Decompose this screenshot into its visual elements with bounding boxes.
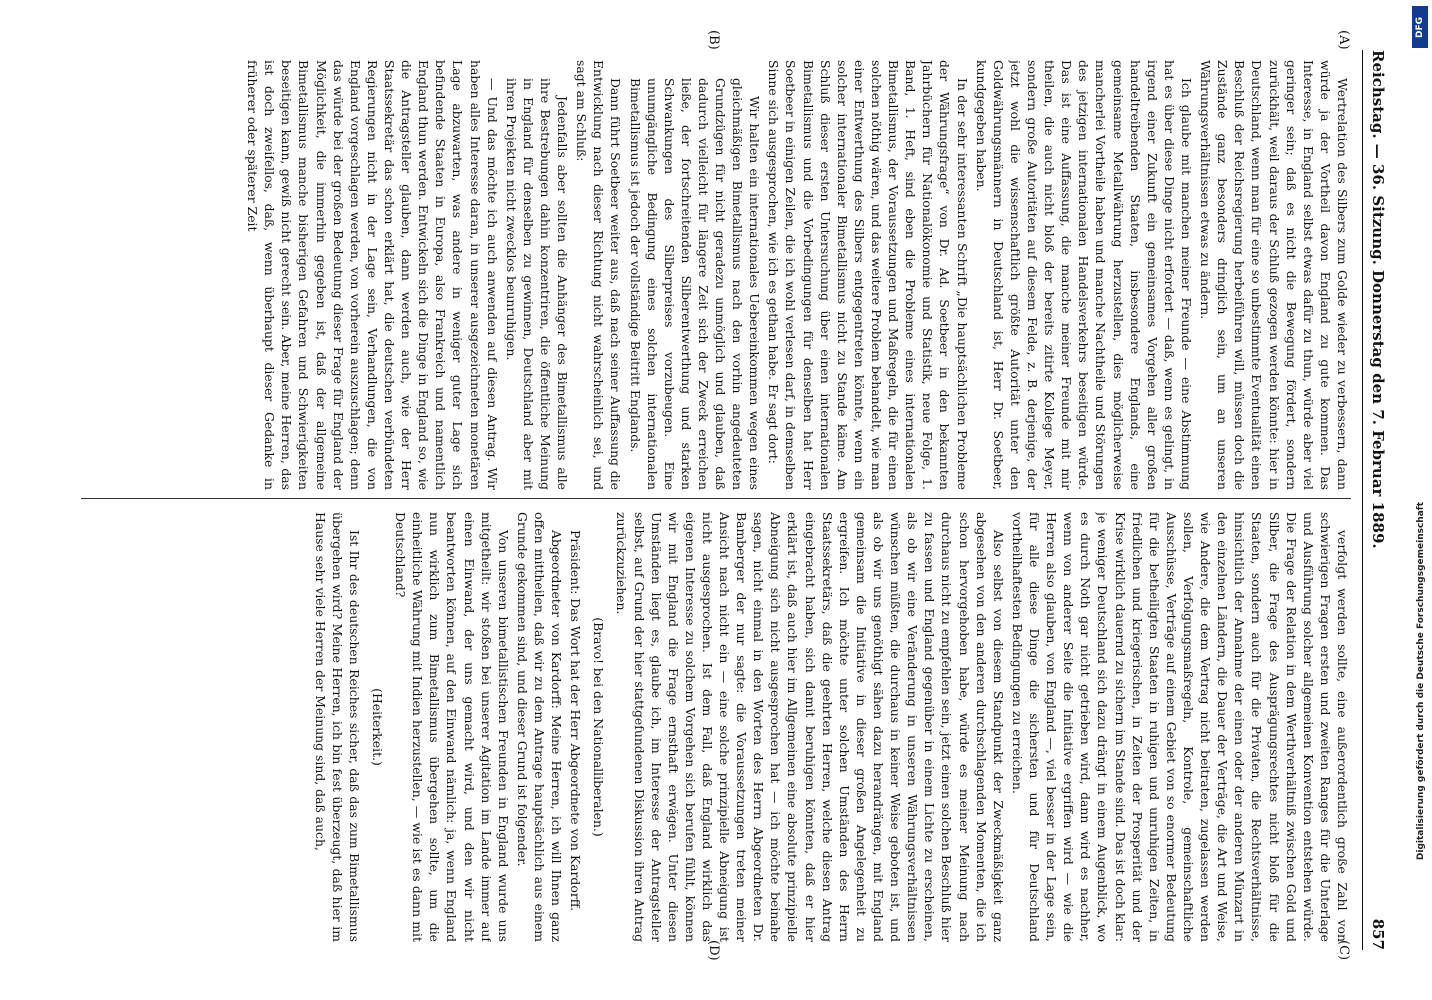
speaker-paragraph: Präsident: Das Wort hat der Herr Abgeordnete von Kardorff. [568,530,584,912]
paragraph: verfolgt werden sollte, eine außerordentlich große Zahl von schwierigen Fragen ersten und zweiten Ranges für die Unterlage und Ausführung solcher allgemeinen Konvention entstehen würde. Die Frage der Relation in dem Werthverhältniß zwischen Gold und Silber, die Frage des Ausprägungsrechtes nicht bloß für die Staaten, sondern auch für die Privaten, die Rechtsverhältnisse, hinsichtlich der Annahme der einen oder der anderen Münzart in den einzelnen Ländern, die Dauer der Verträge, die Art und Weise, wie Andere, die dem Vertrag nicht beitraten, zugelassen werden sollen, Verfolgungsmaßregeln, Kontrole, gemeinschaftliche Ausschüsse, Verträge auf einem Gebiet von so enormer Bedeutung für die betheiligten Staaten in ruhigen und unruhigen Zeiten, in friedlichen und kriegerischen, in Zeiten der Prosperität und der Krise wirklich dauernd zu sichern im Stande sind. Das ist doch klar: je weniger Deutschland sich dazu drängt in einem Augenblick, wo es durch Noth gar nicht getrieben wird, dann wird es nachher, wenn von anderer Seite die Initiative ergriffen wird — wie die Herren also glauben, von England —, viel besser in der Lage sein, für alle diese Dinge die sichersten und für Deutschland vortheilhaftesten Bedingungen zu erreichen. [1009,512,1350,942]
digitization-credit: Digitalisierung gefördert durch die Deutsche Forschungsgemeinschaft [1416,501,1426,860]
quotation: Wir halten ein internationales Uebereinkommen wegen eines gleichmäßigen Bimetallismus nach den vorhin angedeuteten Grundzügen für nicht geradezu unmöglich und glauben, daß dadurch vielleicht für längere Zeit sich der Zweck erreichen ließe, der fortschreitenden Silberentwerthung und starken Schwankungen des Silberpreises vorzubeugen. Eine unumgängliche Bedingung eines solchen internationalen Bimetallismus ist jedoch der vollständige Beitritt Englands. [627,78,763,490]
paragraph: Also selbst von diesem Standpunkt der Zweckmäßigkeit ganz abgesehen von den anderen durchschlagenden Momenten, die ich schon hervorgehoben habe, würde es meiner Meinung nach durchaus nicht zu empfehlen sein, jetzt einen solchen Beschluß hier zu fassen und England gegenüber in einem Lichte zu erscheinen, als ob wir eine Veränderung in unseren Währungsverhältnissen wünschen müßten, die durchaus in keiner Weise geboten ist, und als ob wir uns genöthigt sähen dazu herandrängen, mit England gemeinsam die Initiative in dieser großen Angelegenheit zu ergreifen. Ich möchte unter solchen Umständen des Herrn Staatssekretärs, daß die geehrten Herren, welche diesen Antrag eingebracht haben, sich damit beruhigen könnten, daß er hier erklärt ist, daß auch hier im Allgemeinen eine absolute prinzipielle Abneigung sich nicht ausgesprochen hat — ich möchte beinahe sagen, nicht einmal in den Worten des Herrn Abgeordneten Dr. Bamberger der nur sagte: die Voraussetzungen treten meiner Ansicht nach nicht ein — eine solche prinzipielle Abneigung ist nicht ausgesprochen. Ist dem Fall, daß England wirklich das eigenen Interesse zu solchem Vorgehen sich berufen fühlt, können wir mit England die Frage ernsthaft erwägen. Unter diesen Umständen liegt es, glaube ich, im Interesse der Antragsteller selbst, auf Grund der hier stattgefundenen Diskussion ihren Antrag zurückzuziehen. [614,512,1006,942]
paragraph: In der sehr interessanten Schrift „Die hauptsächlichen Probleme der Währungsfrage“ von Dr. Ad. Soetbeer in den bekannten Jahrbüchern für Nationalökonomie und Statistik, neue Folge, 1. Band, 1. Heft, sind eben die Probleme eines internationalen Bimetallismus, der Voraussetzungen und Maßregeln, die für einen solchen nöthig wären, und das weitere Problem behandelt, wie man einer Entwerthung des Silbers entgegentreten könnte, wenn ein solcher internationaler Bimetallismus nicht zu Stande käme. Am Schluß dieser ersten Untersuchung über einen internationalen Bimetallismus und die Vorbedingungen für denselben hat Herr Soetbeer in einigen Zeilen, die ich wohl verlesen darf, in demselben Sinne sich ausgesprochen, wie ich es gethan habe. Er sagt dort: [766,60,970,490]
marker-c: (C) [1336,940,1351,961]
paragraph: — Und das möchte ich auch anwenden auf diesen Antrag. Wir haben alles Interesse daran, in unserer ausgezeichneten monetären Lage abzuwarten, was andere in weniger guter Lage sich befindende Staaten in Europa, also Frankreich und namentlich England thun werden. Entwickeln sich die Dinge in England so, wie die Antragsteller glauben, dann werden auch, wie der Herr Staatssekretär das schon erklärt hat, die deutschen verbündeten Regierungen nicht in der Lage sein, Verhandlungen, die von England vorgeschlagen werden, von vorherein auszuschlagen; denn das würde bei der großen Bedeutung dieser Frage für England der Möglichkeit, die immerhin gegeben ist, daß der allgemeine Bimetallismus manche bisherigen Gefahren und Schwierigkeiten beseitigen kann, gewiß nicht gerecht sein. Aber, meine Herren, das ist doch zweifellos, daß, wenn überhaupt dieser Gedanke in früherer oder späterer Zeit [245,60,500,490]
paragraph: Ist Ihr des deutschen Reiches sicher, daß das zum Bimetallismus übergehen wird? Meine Herren, ich bin fest überzeugt, daß hier im Hause sehr viele Herren der Meinung sind, daß auch, [312,512,362,942]
marker-b: (B) [706,30,721,50]
marker-d: (D) [706,940,721,961]
page-header [1362,50,1389,950]
interjection: (Bravo! bei den Nationalliberalen.) [591,617,607,837]
paragraph: Von unseren bimetallistischen Freunden in England wurde uns mitgetheilt: wir stoßen bei unserer Agitation im Lande immer auf einen Einwand, der uns gemacht wird, und den wir nicht beantworten können, auf den Einwand nämlich: ja, wenn England nun wirklich zum Bimetallismus übergehen sollte, um die einheitliche Währung mit Indien herzustellen, — wie ist es dann mit Deutschland? [393,512,511,942]
paragraph: Ich glaube mit manchen meiner Freunde — eine Abstimmung hat es über diese Dinge nicht erfordert — daß, wenn es gelingt, in irgend einer Zukunft ein gemeinsames Vorgehen aller großen handeltreibenden Staaten, insbesondere Englands, eine gemeinsame Metallwährung herzustellen, dies möglicherweise mancherlei Vortheile haben und manche Nachtheile und Störungen des jetzigen internationalen Handelsverkehrs beseitigen würde. Das ist eine Auffassung, die manche meiner Freunde mit mir theilen, die auch nicht bloß der bereits zitirte Kollege Meyer, sondern große Autoritäten auf diesem Felde, z. B. derjenige, der jetzt wohl die wissenschaftlich größte Autorität unter den Goldwährungsmännern in Deutschland ist, Herr Dr. Soetbeer, kundgegeben haben. [973,60,1195,490]
column-divider [81,498,1351,499]
page-number: 857 [1369,918,1387,950]
marker-a: (A) [1336,30,1351,50]
left-column [81,60,1351,490]
right-column [81,512,1351,942]
paragraph: Dann führt Soetbeer weiter aus, daß nach seiner Auffassung die Entwicklung nach dieser Richtung nicht wahrscheinlich sei, und sagt am Schluß: [574,60,624,490]
header-title: Reichstag. — 36. Sitzung. Donnerstag den 7. Februar 1889. [1369,50,1387,549]
quotation: Jedenfalls aber sollten die Anhänger des Bimetallismus alle ihre Bestrebungen dahin konzentriren, die öffentliche Meinung in England für denselben zu gewinnen, Deutschland aber mit ihren Projekten nicht zwecklos beunruhigen. [503,78,571,490]
dfg-logo: DFG [1412,6,1428,48]
speaker-paragraph: Abgeordneter von Kardorff: Meine Herren, ich will Ihnen ganz offen mittheilen, daß wir zu dem Antrage hauptsächlich aus einem Grunde gekommen sind, und dieser Grund ist folgender. [514,512,565,942]
paragraph: Wertrelation des Silbers zum Golde wieder zu verbessern, dann würde ja der Vortheil davon England zu gute kommen. Das Interesse, in England selbst etwas dafür zu thun, würde aber viel geringer sein; daß es nicht die Bewegung fördert, sondern zurückhält, weil daraus der Schluß gezogen werden könnte: hier in Deutschland, wenn man für eine so unbestimmte Eventualität einen Beschluß der Reichsregierung herbeiführen will, müssen doch die Zustände ganz besonders dringlich sein, um an unseren Währungsverhältnissen etwas zu ändern. [1198,60,1350,490]
interjection: (Heiterkeit.) [369,688,385,766]
newspaper-page [21,20,1411,980]
